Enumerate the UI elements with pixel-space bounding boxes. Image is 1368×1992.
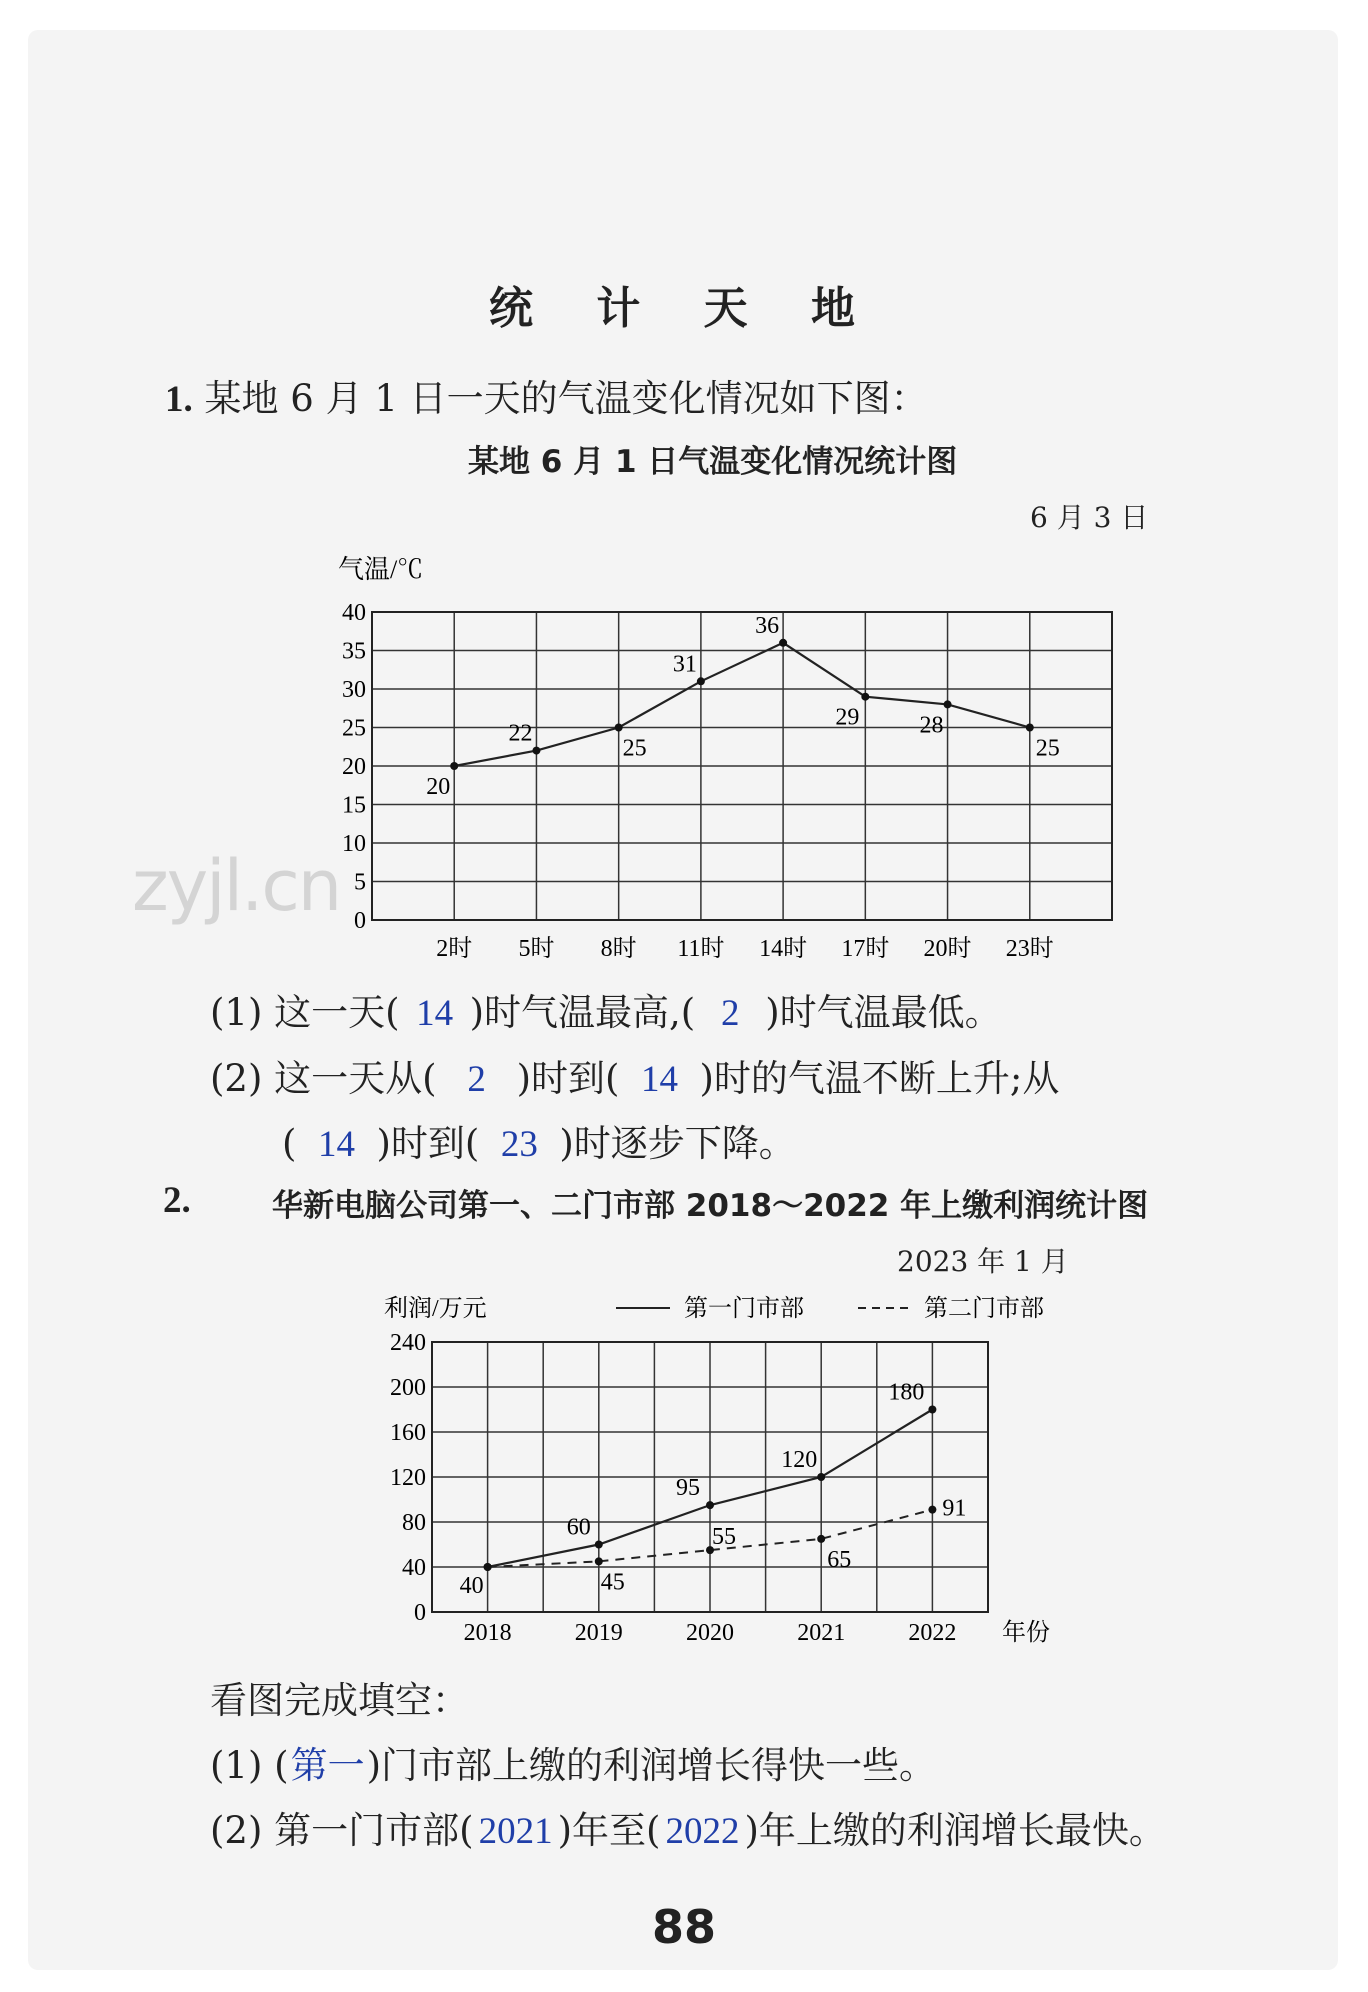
- q1-sub2b-text-a: (: [282, 1122, 297, 1165]
- chart1-y-tick-label: 15: [342, 792, 366, 819]
- chart1-y-tick-label: 5: [354, 869, 366, 896]
- chart2-series1-label: 120: [781, 1447, 818, 1473]
- q1-sub2-text-c: )时的气温不断上升;从: [699, 1057, 1060, 1100]
- q2-sub2-answer-2: 2022: [665, 1811, 740, 1852]
- chart2-series2-point: [928, 1506, 936, 1514]
- temperature-line-chart: [320, 540, 1140, 970]
- chart1-x-tick-label: 17时: [841, 936, 890, 962]
- q2-sub2: [210, 1800, 1166, 1854]
- q1-number: 1.: [165, 379, 193, 420]
- chart1-data-point: [1026, 724, 1034, 732]
- page-title: 统 计 天 地: [489, 283, 879, 334]
- chart1-data-point: [697, 677, 705, 685]
- chart2-y-tick-label: 80: [402, 1510, 426, 1536]
- chart2-x-tick-label: 2019: [574, 1620, 623, 1646]
- chart1-data-point: [861, 693, 869, 701]
- chart1-y-tick-label: 30: [342, 677, 366, 703]
- chart2-x-axis-label: 年份: [1002, 1620, 1050, 1646]
- chart2-series2-label: 65: [827, 1546, 852, 1573]
- q1-sub1: [210, 982, 1002, 1036]
- chart1-data-label: 20: [426, 774, 451, 800]
- q2-sub1-text-a: (1) (: [210, 1744, 289, 1787]
- chart1-y-tick-label: 10: [342, 831, 366, 857]
- chart1-data-point: [615, 724, 623, 732]
- q1-sub1-answer-1: 14: [416, 993, 454, 1034]
- q2-sub2-text-a: (2) 第一门市部(: [210, 1809, 474, 1852]
- chart2-y-axis-label: 利润/万元: [384, 1296, 487, 1322]
- q2-prompt: 看图完成填空：: [210, 1679, 469, 1722]
- chart2-series1-label: 95: [676, 1475, 700, 1502]
- chart1-y-tick-label: 20: [342, 754, 366, 780]
- chart1-x-tick-label: 5时: [518, 936, 555, 962]
- chart1-data-label: 31: [672, 651, 697, 678]
- q2-sub1-answer-1: 第一: [290, 1744, 365, 1787]
- q2-sub1-text-b: )门市部上缴的利润增长得快一些。: [366, 1744, 937, 1787]
- q1-sub2b-text-c: )时逐步下降。: [559, 1122, 796, 1165]
- chart2-series2-label: 55: [712, 1524, 736, 1551]
- chart2-x-tick-label: 2021: [797, 1620, 846, 1646]
- page-number: 88: [651, 1900, 716, 1954]
- chart2-date: 2023 年 1 月: [897, 1245, 1069, 1278]
- chart2-y-tick-label: 160: [390, 1420, 426, 1446]
- chart1-data-point: [450, 762, 458, 770]
- chart1-x-tick-label: 20时: [923, 936, 972, 962]
- chart2-y-tick-label: 120: [390, 1465, 426, 1491]
- chart1-data-label: 29: [835, 704, 860, 731]
- chart2-series2-point: [595, 1557, 603, 1565]
- chart1-data-point: [779, 639, 787, 647]
- chart1-x-tick-label: 14时: [759, 936, 808, 962]
- chart1-x-tick-label: 8时: [600, 936, 637, 962]
- chart1-title: 某地 6 月 1 日气温变化情况统计图: [468, 444, 958, 480]
- q2-sub1: [210, 1735, 936, 1789]
- chart2-series2-label: 45: [600, 1569, 625, 1596]
- q1-sub1-text-b: )时气温最高,(: [469, 991, 696, 1034]
- chart2-x-tick-label: 2020: [686, 1620, 734, 1646]
- chart1-data-label: 28: [919, 712, 944, 739]
- q1-sub1-text-c: )时气温最低。: [765, 991, 1002, 1034]
- q1-sub2-answer-2: 14: [640, 1059, 678, 1100]
- chart1-x-tick-label: 11时: [677, 936, 725, 962]
- chart2-series1-point: [706, 1501, 714, 1509]
- chart2-series1-point: [817, 1473, 825, 1481]
- chart2-x-tick-label: 2018: [463, 1620, 512, 1646]
- q1-sub2-answer-1: 2: [467, 1059, 486, 1100]
- q1-sub2-text-b: )时到(: [516, 1057, 620, 1100]
- chart1-x-tick-label: 2时: [436, 936, 473, 962]
- chart2-series1-label: 40: [459, 1573, 484, 1599]
- chart2-series1-label: 180: [888, 1379, 925, 1406]
- chart2-series1-point: [595, 1541, 603, 1549]
- q1-sub2: [210, 1048, 1059, 1102]
- chart1-data-label: 25: [1035, 735, 1060, 762]
- chart2-title: 华新电脑公司第一、二门市部 2018～2022 年上缴利润统计图: [272, 1188, 1149, 1224]
- chart1-series-line: [454, 643, 1030, 766]
- q1-prompt-line: [165, 368, 928, 422]
- chart2-legend-series1: 第一门市部: [684, 1296, 804, 1322]
- chart2-series2-point: [817, 1535, 825, 1543]
- chart1-y-tick-label: 35: [342, 638, 366, 665]
- chart1-data-point: [532, 747, 540, 755]
- chart2-series1-point: [928, 1406, 936, 1414]
- chart2-series1-label: 60: [566, 1514, 591, 1541]
- profit-line-chart: [360, 1290, 1100, 1660]
- chart1-data-point: [944, 700, 952, 708]
- chart1-data-label: 22: [508, 720, 533, 747]
- q1-sub1-text-a: (1) 这一天(: [210, 991, 400, 1034]
- chart1-y-axis-label: 气温/℃: [338, 555, 424, 584]
- chart1-date: 6 月 3 日: [1030, 501, 1149, 534]
- chart2-x-tick-label: 2022: [908, 1620, 957, 1646]
- q1-sub2-answer-4: 23: [500, 1124, 538, 1165]
- chart2-y-tick-label: 240: [390, 1330, 426, 1356]
- q2-number-line: [163, 1178, 191, 1222]
- chart1-y-tick-label: 40: [342, 600, 366, 626]
- q2-sub2-text-c: )年上缴的利润增长最快。: [744, 1809, 1166, 1852]
- chart2-y-tick-label: 40: [402, 1555, 426, 1581]
- q1-sub2b-text-b: )时到(: [376, 1122, 480, 1165]
- chart1-y-tick-label: 25: [342, 715, 366, 742]
- chart1-data-label: 36: [755, 612, 780, 639]
- chart1-y-tick-label: 0: [354, 908, 366, 934]
- chart1-data-label: 25: [622, 735, 647, 762]
- chart2-series2-label: 91: [942, 1495, 967, 1522]
- q2-number: 2.: [163, 1180, 191, 1221]
- watermark: zyjl.cn: [132, 845, 341, 927]
- q1-sub2-continued: [282, 1113, 796, 1167]
- q1-sub1-answer-2: 2: [721, 993, 740, 1034]
- chart2-legend-series2: 第二门市部: [924, 1296, 1044, 1322]
- q1-sub2-answer-3: 14: [317, 1124, 355, 1165]
- q1-prompt: 某地 6 月 1 日一天的气温变化情况如下图：: [204, 377, 928, 420]
- chart1-x-tick-label: 23时: [1005, 936, 1054, 962]
- q2-sub2-text-b: )年至(: [557, 1809, 661, 1852]
- q2-sub2-answer-1: 2021: [478, 1811, 553, 1852]
- chart2-series2-point: [484, 1563, 492, 1571]
- chart2-y-tick-label: 200: [390, 1375, 426, 1401]
- q1-sub2-text-a: (2) 这一天从(: [210, 1057, 437, 1100]
- chart2-y-tick-label: 0: [414, 1600, 426, 1626]
